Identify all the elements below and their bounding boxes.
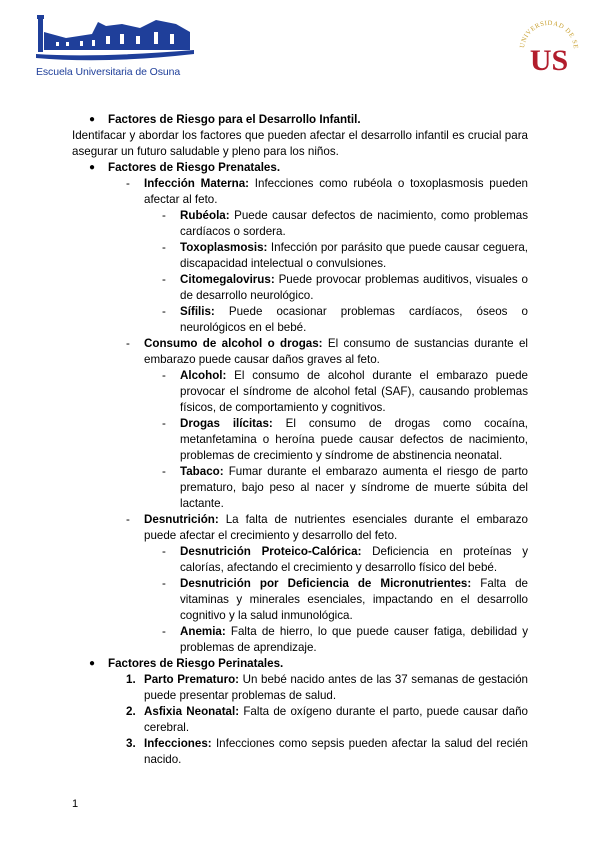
item-label: Alcohol: xyxy=(180,369,227,382)
osuna-logo xyxy=(36,14,196,80)
item-text: Falta de hierro, lo que puede causer fatiga, debilidad y problemas de aprendizaje. xyxy=(180,625,528,654)
list-item-toxoplasmosis xyxy=(72,240,528,272)
list-item-anemia xyxy=(72,624,528,656)
item-label: Drogas ilícitas: xyxy=(180,417,273,430)
item-label: Parto Prematuro: xyxy=(144,673,240,686)
dash-marker: - xyxy=(162,625,166,638)
dash-marker: - xyxy=(162,577,166,590)
document-body xyxy=(72,112,528,768)
dash-marker: - xyxy=(162,209,166,222)
page-header xyxy=(0,0,600,90)
item-label: Toxoplasmosis: xyxy=(180,241,268,254)
dash-marker: - xyxy=(162,465,166,478)
item-label: Rubéola: xyxy=(180,209,230,222)
item-label: Citomegalovirus: xyxy=(180,273,275,286)
list-item-alcohol xyxy=(72,368,528,416)
perinatal-heading xyxy=(72,656,528,672)
number-marker: 1. xyxy=(126,673,136,686)
list-item-infeccion-materna xyxy=(72,176,528,208)
page-number: 1 xyxy=(72,798,79,810)
dash-marker: - xyxy=(162,417,166,430)
item-label: Desnutrición por Deficiencia de Micronutrientes: xyxy=(180,577,472,590)
item-label: Infección Materna: xyxy=(144,177,249,190)
prenatal-heading-text: Factores de Riesgo Prenatales. xyxy=(108,161,281,174)
list-item-asfixia-neonatal xyxy=(72,704,528,736)
item-text: Falta de vitaminas y minerales esenciales, impactando en el desarrollo cognitivo y la salud inmunológica. xyxy=(180,577,528,622)
item-label: Sífilis: xyxy=(180,305,215,318)
item-text: Infecciones como sepsis pueden afectar la salud del recién nacido. xyxy=(144,737,528,766)
item-text: Infecciones como rubéola o toxoplasmosis pueden afectar al feto. xyxy=(144,177,528,206)
prenatal-heading xyxy=(72,160,528,176)
dash-marker: - xyxy=(162,273,166,286)
seal-text: UNIVERSIDAD DE SE xyxy=(519,19,580,50)
list-item-infecciones xyxy=(72,736,528,768)
dash-marker: - xyxy=(162,369,166,382)
item-text: Un bebé nacido antes de las 37 semanas de gestación puede presentar problemas de salud. xyxy=(144,673,529,702)
school-name: Escuela Universitaria de Osuna xyxy=(36,66,181,78)
list-item-desnutricion xyxy=(72,512,528,544)
item-text: Fumar durante el embarazo aumenta el riesgo de parto prematuro, bajo peso al nacer y síndrome de muerte súbita del lactante. xyxy=(180,465,528,510)
bullet-marker: ● xyxy=(89,162,96,173)
item-text: Puede ocasionar problemas cardíacos, óseos o neurológicos en el bebé. xyxy=(180,305,528,334)
seal-initials: US xyxy=(529,44,569,77)
building-icon xyxy=(36,14,196,64)
item-text: La falta de nutrientes esenciales durante el embarazo puede afectar el crecimiento y desarrollo del feto. xyxy=(144,513,528,542)
list-item-drogas xyxy=(72,416,528,464)
bullet-marker: ● xyxy=(89,658,96,669)
list-item-sifilis xyxy=(72,304,528,336)
item-text: El consumo de alcohol durante el embarazo puede provocar el síndrome de alcohol fetal (SAF), causando problemas físicos, de comportamiento y cognitivos. xyxy=(180,369,528,414)
item-label: Infecciones: xyxy=(144,737,212,750)
item-label: Anemia: xyxy=(180,625,226,638)
item-label: Asfixia Neonatal: xyxy=(144,705,240,718)
item-label: Tabaco: xyxy=(180,465,224,478)
dash-marker: - xyxy=(162,545,166,558)
dash-marker: - xyxy=(162,241,166,254)
perinatal-heading-text: Factores de Riesgo Perinatales. xyxy=(108,657,284,670)
item-text: Falta de oxígeno durante el parto, puede causar daño cerebral. xyxy=(144,705,528,734)
item-text: El consumo de drogas como cocaína, metanfetamina o heroína puede causar defectos de nacimiento, problemas de crecimiento y síndrome de abstinencia neonatal. xyxy=(180,417,529,462)
main-heading-text: Factores de Riesgo para el Desarrollo Infantil. xyxy=(108,113,361,126)
item-text: Puede causar defectos de nacimiento, como problemas cardíacos o sordera. xyxy=(180,209,528,238)
list-item-proteico-calorica xyxy=(72,544,528,576)
list-item-tabaco xyxy=(72,464,528,512)
main-heading xyxy=(72,112,528,128)
item-text: Deficiencia en proteínas y calorías, afectando el crecimiento y desarrollo físico del bebé. xyxy=(180,545,528,574)
bullet-marker: ● xyxy=(89,114,96,125)
dash-marker: - xyxy=(162,305,166,318)
intro-paragraph: Identifacar y abordar los factores que pueden afectar el desarrollo infantil es crucial para asegurar un futuro saludable y pleno para los niños. xyxy=(72,129,528,158)
item-label: Desnutrición: xyxy=(144,513,219,526)
list-item-parto-prematuro xyxy=(72,672,528,704)
list-item-consumo xyxy=(72,336,528,368)
list-item-citomegalovirus xyxy=(72,272,528,304)
list-item-micronutrientes xyxy=(72,576,528,624)
dash-marker: - xyxy=(126,337,130,350)
seal-icon xyxy=(516,16,582,82)
item-label: Consumo de alcohol o drogas: xyxy=(144,337,323,350)
dash-marker: - xyxy=(126,177,130,190)
list-item-rubeola xyxy=(72,208,528,240)
item-text: El consumo de sustancias durante el embarazo puede causar daños graves al feto. xyxy=(144,337,528,366)
number-marker: 3. xyxy=(126,737,136,750)
number-marker: 2. xyxy=(126,705,136,718)
dash-marker: - xyxy=(126,513,130,526)
item-label: Desnutrición Proteico-Calórica: xyxy=(180,545,362,558)
university-seal xyxy=(516,16,582,82)
item-text: Infección por parásito que puede causar ceguera, discapacidad intelectual o convulsiones. xyxy=(180,241,528,270)
item-text: Puede provocar problemas auditivos, visuales o de desarrollo neurológico. xyxy=(180,273,528,302)
